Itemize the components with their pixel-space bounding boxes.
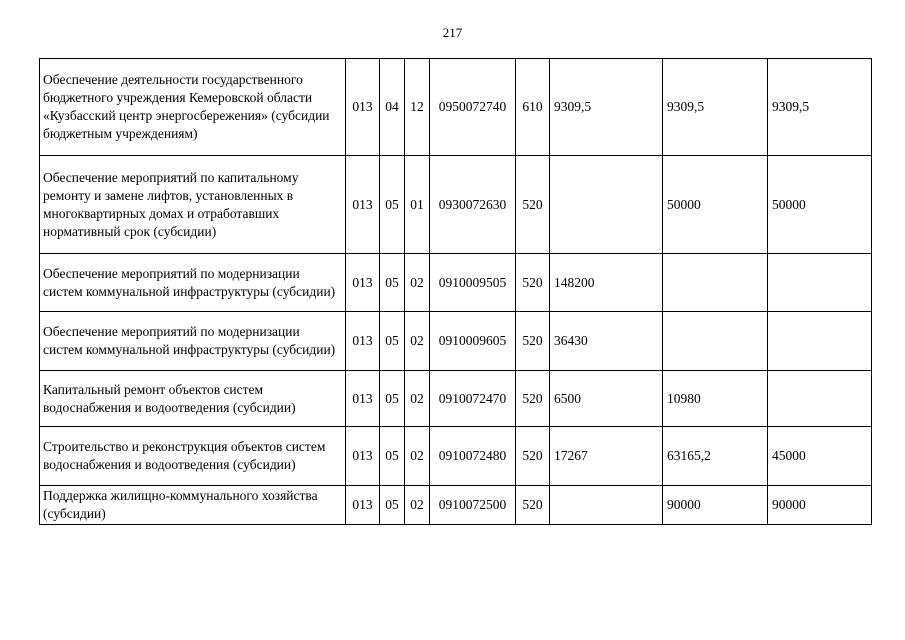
table-row [40, 427, 872, 486]
expense-type-code: 520 [516, 486, 550, 525]
section-code: 05 [380, 371, 405, 427]
subsection-code: 02 [405, 371, 430, 427]
section-code: 05 [380, 312, 405, 371]
subsection-code: 02 [405, 312, 430, 371]
table-row [40, 312, 872, 371]
ministry-code: 013 [346, 427, 380, 486]
amount-year-1: 148200 [550, 254, 663, 312]
amount-year-3 [768, 254, 872, 312]
row-description: Обеспечение мероприятий по модернизации систем коммунальной инфраструктуры (субсидии) [40, 254, 346, 312]
row-description: Строительство и реконструкция объектов систем водоснабжения и водоотведения (субсидии) [40, 427, 346, 486]
amount-year-1: 9309,5 [550, 59, 663, 156]
amount-year-1: 36430 [550, 312, 663, 371]
amount-year-3 [768, 371, 872, 427]
ministry-code: 013 [346, 371, 380, 427]
subsection-code: 02 [405, 254, 430, 312]
section-code: 05 [380, 254, 405, 312]
subsection-code: 02 [405, 486, 430, 525]
amount-year-1 [550, 156, 663, 254]
expense-type-code: 520 [516, 427, 550, 486]
table-row [40, 254, 872, 312]
amount-year-1 [550, 486, 663, 525]
amount-year-2: 90000 [663, 486, 768, 525]
expense-type-code: 520 [516, 371, 550, 427]
page-number: 217 [442, 25, 463, 40]
amount-year-2: 10980 [663, 371, 768, 427]
amount-year-1: 17267 [550, 427, 663, 486]
amount-year-3 [768, 312, 872, 371]
section-code: 05 [380, 427, 405, 486]
target-article-code: 0910009505 [430, 254, 516, 312]
row-description: Обеспечение мероприятий по модернизации систем коммунальной инфраструктуры (субсидии) [40, 312, 346, 371]
amount-year-2: 9309,5 [663, 59, 768, 156]
table-body [40, 59, 872, 525]
expense-type-code: 520 [516, 254, 550, 312]
amount-year-2: 50000 [663, 156, 768, 254]
subsection-code: 01 [405, 156, 430, 254]
ministry-code: 013 [346, 156, 380, 254]
amount-year-3: 45000 [768, 427, 872, 486]
target-article-code: 0910072480 [430, 427, 516, 486]
row-description: Обеспечение мероприятий по капитальному ремонту и замене лифтов, установленных в многоквартирных домах и отработавших нормативный срок (субсидии) [40, 156, 346, 254]
amount-year-2: 63165,2 [663, 427, 768, 486]
table-row [40, 156, 872, 254]
table-row [40, 59, 872, 156]
row-description: Поддержка жилищно-коммунального хозяйства (субсидии) [40, 486, 346, 525]
ministry-code: 013 [346, 312, 380, 371]
amount-year-2 [663, 254, 768, 312]
section-code: 05 [380, 486, 405, 525]
amount-year-2 [663, 312, 768, 371]
row-description: Обеспечение деятельности государственного бюджетного учреждения Кемеровской области «Кузбасский центр энергосбережения» (субсидии бюджетным учреждениям) [40, 59, 346, 156]
subsection-code: 12 [405, 59, 430, 156]
table-row [40, 486, 872, 525]
expense-type-code: 610 [516, 59, 550, 156]
expense-type-code: 520 [516, 312, 550, 371]
target-article-code: 0910072500 [430, 486, 516, 525]
target-article-code: 0910009605 [430, 312, 516, 371]
amount-year-3: 90000 [768, 486, 872, 525]
expense-type-code: 520 [516, 156, 550, 254]
amount-year-1: 6500 [550, 371, 663, 427]
target-article-code: 0950072740 [430, 59, 516, 156]
amount-year-3: 50000 [768, 156, 872, 254]
section-code: 05 [380, 156, 405, 254]
row-description: Капитальный ремонт объектов систем водоснабжения и водоотведения (субсидии) [40, 371, 346, 427]
ministry-code: 013 [346, 486, 380, 525]
target-article-code: 0910072470 [430, 371, 516, 427]
ministry-code: 013 [346, 254, 380, 312]
section-code: 04 [380, 59, 405, 156]
subsection-code: 02 [405, 427, 430, 486]
target-article-code: 0930072630 [430, 156, 516, 254]
table-row [40, 371, 872, 427]
amount-year-3: 9309,5 [768, 59, 872, 156]
budget-table [39, 58, 872, 525]
ministry-code: 013 [346, 59, 380, 156]
